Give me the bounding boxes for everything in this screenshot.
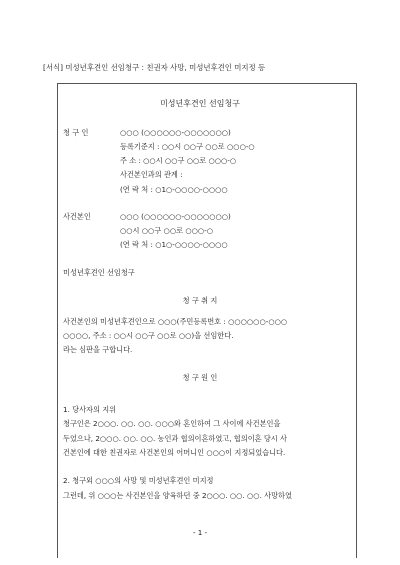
claimant-name: ○○○ (○○○○○○-○○○○○○○) xyxy=(120,128,231,137)
claimant-registered-domicile: 등록기준지 : ○○시 ○○구 ○○로 ○○○-○ xyxy=(120,142,255,151)
cause-heading: 청 구 원 인 xyxy=(182,373,218,382)
subject-label: 사건본인 xyxy=(63,212,91,221)
section1-line: 두었으나, 2○○○. ○○. ○○. 농인과 협의이혼하였고, 협의이혼 당시 사 xyxy=(63,434,287,443)
claimant-label: 청 구 인 xyxy=(63,128,89,137)
claimant-contact: (연 락 처 : ○1○-○○○○-○○○○ xyxy=(120,185,228,194)
section1-line: 건본인에 대한 친권자로 사건본인의 어머니인 ○○○이 지정되었습니다. xyxy=(63,448,286,457)
subject-contact: (연 락 처 : ○1○-○○○○-○○○○ xyxy=(120,240,228,249)
purpose-line: 라는 심판을 구합니다. xyxy=(63,345,133,354)
section2-title: 2. 청구외 ○○○의 사망 및 미성년후견인 미지정 xyxy=(63,476,214,485)
section2-line: 그런데, 위 ○○○는 사건본인을 양육하던 중 2○○○. ○○. ○○. 사망하였 xyxy=(63,491,292,500)
document-title: 미성년후견인 선임청구 xyxy=(160,99,240,108)
section1-title: 1. 당사자의 지위 xyxy=(63,405,117,414)
purpose-heading: 청 구 취 지 xyxy=(182,296,218,305)
subject-address: ○○시 ○○구 ○○로 ○○○-○ xyxy=(120,226,213,235)
claimant-address: 주 소 : ○○시 ○○구 ○○로 ○○○-○ xyxy=(120,156,237,165)
subject-name: ○○○ (○○○○○○-○○○○○○○) xyxy=(120,212,231,221)
section1-line: 청구인은 2○○○. ○○. ○○. ○○○와 혼인하여 그 사이에 사건본인을 xyxy=(63,419,281,428)
purpose-line: 사건본인의 미성년후견인으로 ○○○(주민등록번호 : ○○○○○○-○○○ xyxy=(63,317,288,326)
case-name: 미성년후견인 선임청구 xyxy=(63,268,135,277)
purpose-line: ○○○○, 주소 : ○○시 ○○구 ○○로 ○○)을 선임한다. xyxy=(63,331,234,340)
page-number: - 1 - xyxy=(192,528,208,537)
form-caption: [서식] 미성년후견인 선임청구 : 친권자 사망, 미성년후견인 미지정 등 xyxy=(43,63,266,72)
claimant-relation: 사건본인과의 관계 : xyxy=(120,170,183,179)
